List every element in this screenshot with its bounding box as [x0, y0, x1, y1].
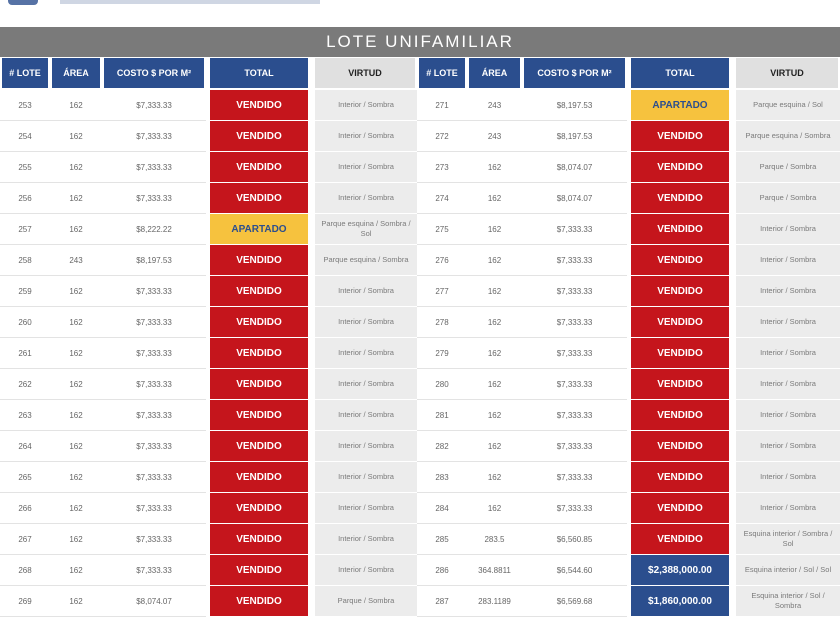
cell-costo-right: $8,074.07 — [522, 183, 627, 214]
cell-lote-right: 286 — [417, 555, 467, 586]
cell-total-right: VENDIDO — [627, 338, 733, 369]
cell-area-right: 162 — [467, 431, 522, 462]
cell-lote-right: 276 — [417, 245, 467, 276]
cell-area-right: 162 — [467, 214, 522, 245]
cell-total-right: VENDIDO — [627, 400, 733, 431]
cell-costo-right: $6,569.68 — [522, 586, 627, 617]
table-row — [0, 555, 840, 586]
cell-virtud: Interior / Sombra — [312, 90, 417, 121]
cell-area-right: 162 — [467, 307, 522, 338]
cell-virtud-right: Esquina interior / Sol / Sombra — [733, 586, 840, 617]
cell-virtud-right: Interior / Sombra — [733, 431, 840, 462]
page-title: LOTE UNIFAMILIAR — [0, 27, 840, 57]
cell-costo-right: $7,333.33 — [522, 400, 627, 431]
cell-costo-right: $8,197.53 — [522, 121, 627, 152]
cell-total: VENDIDO — [206, 152, 312, 183]
cell-virtud: Interior / Sombra — [312, 369, 417, 400]
cell-virtud-right: Interior / Sombra — [733, 369, 840, 400]
header-decoration — [60, 0, 320, 4]
cell-costo: $7,333.33 — [102, 121, 206, 152]
cell-lote-right: 281 — [417, 400, 467, 431]
cell-virtud-right: Interior / Sombra — [733, 462, 840, 493]
cell-area-right: 162 — [467, 276, 522, 307]
cell-lote-right: 285 — [417, 524, 467, 555]
cell-lote-right: 277 — [417, 276, 467, 307]
cell-virtud: Interior / Sombra — [312, 276, 417, 307]
header-lote: # LOTE — [0, 58, 50, 90]
cell-costo-right: $7,333.33 — [522, 462, 627, 493]
cell-lote: 263 — [0, 400, 50, 431]
cell-virtud: Parque esquina / Sombra / Sol — [312, 214, 417, 245]
cell-lote-right: 273 — [417, 152, 467, 183]
cell-total: VENDIDO — [206, 307, 312, 338]
cell-virtud-right: Interior / Sombra — [733, 245, 840, 276]
cell-area: 162 — [50, 90, 102, 121]
table-row — [0, 276, 840, 307]
cell-virtud-right: Parque esquina / Sol — [733, 90, 840, 121]
cell-costo: $7,333.33 — [102, 462, 206, 493]
table-row — [0, 245, 840, 276]
cell-virtud: Interior / Sombra — [312, 307, 417, 338]
cell-costo-right: $7,333.33 — [522, 307, 627, 338]
cell-virtud-right: Interior / Sombra — [733, 338, 840, 369]
cell-total: VENDIDO — [206, 431, 312, 462]
cell-virtud-right: Interior / Sombra — [733, 400, 840, 431]
cell-total-right: APARTADO — [627, 90, 733, 121]
cell-area-right: 162 — [467, 369, 522, 400]
cell-area-right: 364.8811 — [467, 555, 522, 586]
cell-virtud: Parque / Sombra — [312, 586, 417, 617]
cell-total: VENDIDO — [206, 245, 312, 276]
cell-lote: 265 — [0, 462, 50, 493]
cell-total: VENDIDO — [206, 586, 312, 617]
cell-area-right: 243 — [467, 121, 522, 152]
cell-costo: $7,333.33 — [102, 555, 206, 586]
table-row — [0, 183, 840, 214]
cell-costo: $7,333.33 — [102, 400, 206, 431]
cell-total: VENDIDO — [206, 400, 312, 431]
cell-lote-right: 271 — [417, 90, 467, 121]
cell-total-right: VENDIDO — [627, 431, 733, 462]
cell-lote-right: 282 — [417, 431, 467, 462]
cell-costo-right: $7,333.33 — [522, 276, 627, 307]
header-costo: COSTO $ POR M² — [102, 58, 206, 90]
cell-lote: 255 — [0, 152, 50, 183]
cell-lote-right: 284 — [417, 493, 467, 524]
cell-area: 162 — [50, 276, 102, 307]
cell-area: 162 — [50, 586, 102, 617]
cell-virtud-right: Interior / Sombra — [733, 276, 840, 307]
cell-lote: 257 — [0, 214, 50, 245]
cell-area-right: 162 — [467, 245, 522, 276]
cell-lote: 262 — [0, 369, 50, 400]
cell-virtud: Interior / Sombra — [312, 524, 417, 555]
cell-area-right: 162 — [467, 493, 522, 524]
cell-area: 243 — [50, 245, 102, 276]
table-row — [0, 214, 840, 245]
cell-total-right: VENDIDO — [627, 152, 733, 183]
cell-total: VENDIDO — [206, 183, 312, 214]
cell-costo-right: $7,333.33 — [522, 338, 627, 369]
cell-costo: $7,333.33 — [102, 431, 206, 462]
cell-costo: $7,333.33 — [102, 338, 206, 369]
cell-virtud-right: Esquina interior / Sombra / Sol — [733, 524, 840, 555]
table-row — [0, 586, 840, 617]
header-costo-right: COSTO $ POR M² — [522, 58, 627, 90]
cell-virtud-right: Parque / Sombra — [733, 183, 840, 214]
cell-costo-right: $7,333.33 — [522, 431, 627, 462]
table-header-row — [0, 58, 840, 90]
header-area-right: ÁREA — [467, 58, 522, 90]
cell-lote: 267 — [0, 524, 50, 555]
header-lote-right: # LOTE — [417, 58, 467, 90]
cell-total-right: VENDIDO — [627, 307, 733, 338]
table-row — [0, 307, 840, 338]
table-row — [0, 524, 840, 555]
cell-costo-right: $7,333.33 — [522, 493, 627, 524]
cell-total: VENDIDO — [206, 121, 312, 152]
cell-area: 162 — [50, 121, 102, 152]
cell-lote: 256 — [0, 183, 50, 214]
cell-area-right: 162 — [467, 152, 522, 183]
cell-virtud: Interior / Sombra — [312, 431, 417, 462]
cell-total-right: VENDIDO — [627, 462, 733, 493]
cell-area: 162 — [50, 493, 102, 524]
cell-virtud-right: Interior / Sombra — [733, 307, 840, 338]
cell-area-right: 162 — [467, 462, 522, 493]
table-row — [0, 369, 840, 400]
table-row — [0, 90, 840, 121]
cell-virtud: Parque esquina / Sombra — [312, 245, 417, 276]
cell-area: 162 — [50, 555, 102, 586]
cell-total-right: VENDIDO — [627, 121, 733, 152]
cell-virtud: Interior / Sombra — [312, 338, 417, 369]
cell-total: VENDIDO — [206, 493, 312, 524]
cell-costo-right: $8,074.07 — [522, 152, 627, 183]
cell-virtud: Interior / Sombra — [312, 121, 417, 152]
cell-area: 162 — [50, 462, 102, 493]
cell-area-right: 243 — [467, 90, 522, 121]
cell-virtud-right: Interior / Sombra — [733, 493, 840, 524]
table-row — [0, 431, 840, 462]
header-virtud-right: VIRTUD — [733, 58, 840, 90]
table-body — [0, 90, 840, 617]
cell-costo: $7,333.33 — [102, 152, 206, 183]
cell-total: APARTADO — [206, 214, 312, 245]
cell-lote-right: 278 — [417, 307, 467, 338]
cell-lote-right: 279 — [417, 338, 467, 369]
cell-total: VENDIDO — [206, 338, 312, 369]
cell-area-right: 162 — [467, 338, 522, 369]
table-row — [0, 400, 840, 431]
logo-icon — [8, 0, 38, 5]
table-row — [0, 493, 840, 524]
cell-costo-right: $7,333.33 — [522, 369, 627, 400]
header-total-right: TOTAL — [627, 58, 733, 90]
cell-lote: 261 — [0, 338, 50, 369]
table-row — [0, 121, 840, 152]
cell-area-right: 162 — [467, 183, 522, 214]
cell-area-right: 283.1189 — [467, 586, 522, 617]
cell-lote: 264 — [0, 431, 50, 462]
cell-lote-right: 287 — [417, 586, 467, 617]
cell-lote-right: 280 — [417, 369, 467, 400]
cell-virtud: Interior / Sombra — [312, 152, 417, 183]
cell-lote: 258 — [0, 245, 50, 276]
cell-total-right: VENDIDO — [627, 245, 733, 276]
cell-costo-right: $8,197.53 — [522, 90, 627, 121]
cell-area: 162 — [50, 400, 102, 431]
cell-costo: $7,333.33 — [102, 369, 206, 400]
cell-lote: 269 — [0, 586, 50, 617]
cell-total-right: VENDIDO — [627, 369, 733, 400]
header-virtud: VIRTUD — [312, 58, 417, 90]
cell-total: VENDIDO — [206, 555, 312, 586]
header-total: TOTAL — [206, 58, 312, 90]
cell-total-right: VENDIDO — [627, 493, 733, 524]
cell-lote-right: 272 — [417, 121, 467, 152]
cell-area: 162 — [50, 183, 102, 214]
cell-total: VENDIDO — [206, 524, 312, 555]
cell-area: 162 — [50, 338, 102, 369]
cell-costo: $8,222.22 — [102, 214, 206, 245]
cell-virtud-right: Parque / Sombra — [733, 152, 840, 183]
cell-area: 162 — [50, 214, 102, 245]
cell-costo: $7,333.33 — [102, 183, 206, 214]
top-strip — [0, 0, 840, 26]
cell-virtud-right: Parque esquina / Sombra — [733, 121, 840, 152]
cell-lote: 268 — [0, 555, 50, 586]
cell-lote: 254 — [0, 121, 50, 152]
cell-costo: $7,333.33 — [102, 524, 206, 555]
cell-virtud-right: Esquina interior / Sol / Sol — [733, 555, 840, 586]
cell-costo: $7,333.33 — [102, 307, 206, 338]
cell-total-right: VENDIDO — [627, 214, 733, 245]
cell-lote: 259 — [0, 276, 50, 307]
cell-total-right: VENDIDO — [627, 524, 733, 555]
cell-costo-right: $6,560.85 — [522, 524, 627, 555]
cell-area: 162 — [50, 369, 102, 400]
cell-area: 162 — [50, 307, 102, 338]
cell-virtud: Interior / Sombra — [312, 183, 417, 214]
lots-table — [0, 58, 840, 617]
header-area: ÁREA — [50, 58, 102, 90]
cell-total-right: VENDIDO — [627, 276, 733, 307]
table-row — [0, 152, 840, 183]
table-row — [0, 338, 840, 369]
cell-virtud: Interior / Sombra — [312, 555, 417, 586]
cell-costo-right: $7,333.33 — [522, 245, 627, 276]
cell-area: 162 — [50, 431, 102, 462]
cell-lote: 266 — [0, 493, 50, 524]
cell-virtud: Interior / Sombra — [312, 493, 417, 524]
cell-lote-right: 275 — [417, 214, 467, 245]
cell-total: VENDIDO — [206, 276, 312, 307]
cell-total-right: $2,388,000.00 — [627, 555, 733, 586]
cell-area: 162 — [50, 524, 102, 555]
cell-lote-right: 283 — [417, 462, 467, 493]
cell-costo-right: $7,333.33 — [522, 214, 627, 245]
cell-virtud: Interior / Sombra — [312, 462, 417, 493]
cell-total-right: VENDIDO — [627, 183, 733, 214]
cell-costo: $8,197.53 — [102, 245, 206, 276]
cell-area-right: 283.5 — [467, 524, 522, 555]
cell-area-right: 162 — [467, 400, 522, 431]
cell-costo: $7,333.33 — [102, 276, 206, 307]
cell-lote: 260 — [0, 307, 50, 338]
cell-lote: 253 — [0, 90, 50, 121]
cell-virtud-right: Interior / Sombra — [733, 214, 840, 245]
cell-costo: $7,333.33 — [102, 90, 206, 121]
cell-total: VENDIDO — [206, 462, 312, 493]
cell-area: 162 — [50, 152, 102, 183]
table-row — [0, 462, 840, 493]
cell-costo: $7,333.33 — [102, 493, 206, 524]
cell-lote-right: 274 — [417, 183, 467, 214]
cell-total: VENDIDO — [206, 369, 312, 400]
cell-total: VENDIDO — [206, 90, 312, 121]
cell-costo-right: $6,544.60 — [522, 555, 627, 586]
cell-total-right: $1,860,000.00 — [627, 586, 733, 617]
cell-virtud: Interior / Sombra — [312, 400, 417, 431]
cell-costo: $8,074.07 — [102, 586, 206, 617]
